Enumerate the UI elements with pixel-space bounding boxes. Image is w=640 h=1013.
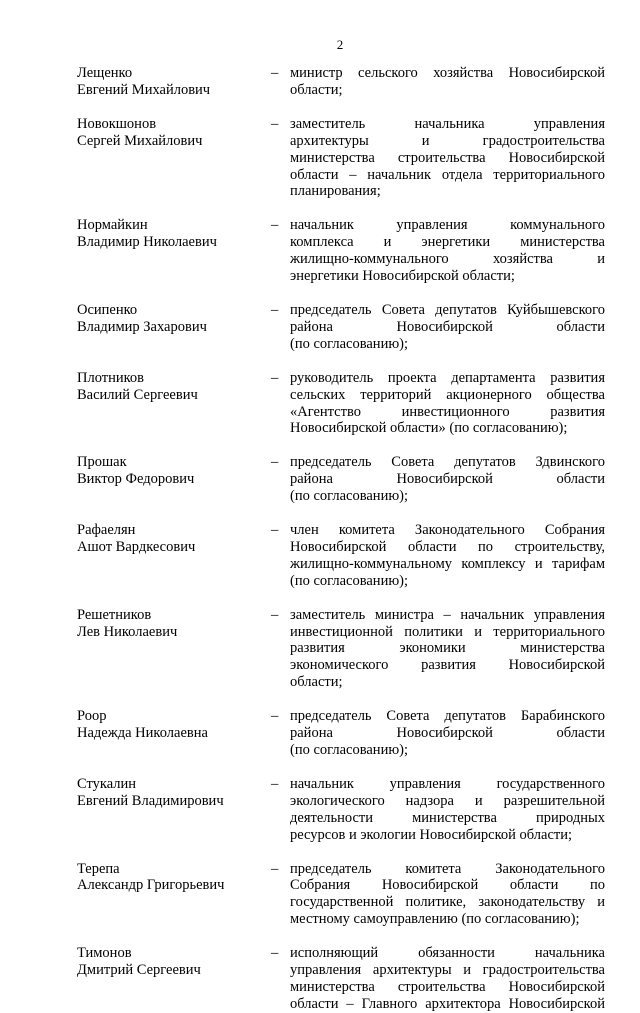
page-number: 2 [336,37,344,52]
member-name: Рафаелян Ашот Вардкесович [77,522,196,555]
position-line: области; [290,81,343,98]
position-line: заместитель начальника управления [290,115,605,132]
position-line: (по согласованию); [290,335,409,352]
position-line: архитектуры и градостроительства [290,132,605,149]
member-position [290,116,605,201]
member-name: Плотников Василий Сергеевич [77,369,198,403]
dash-separator: – [271,860,279,877]
position-line: председатель Совета депутатов Здвинского [290,454,605,471]
member-position [290,217,605,285]
position-line: Новосибирской области» (по согласованию); [290,420,568,437]
position-line: местному самоуправлению (по согласованию); [290,911,580,928]
list-item [77,116,605,201]
position-line: жилищно-коммунальному комплексу и тарифам [290,555,605,572]
position-line: министерства строительства Новосибирской [290,978,605,995]
dash-separator: – [271,301,279,318]
position-line: «Агентство инвестиционного развития [290,403,605,420]
position-line: начальник управления коммунального [290,217,605,234]
position-line: начальник управления государственного [290,775,605,792]
position-line: комплекса и энергетики министерства [290,234,605,251]
dash-separator: – [271,522,279,539]
member-position [290,776,605,844]
position-line: района Новосибирской области [290,725,605,742]
dash-separator: – [271,945,279,962]
dash-separator: – [271,454,279,471]
position-line: государственной политике, законодательству и [290,894,605,911]
position-line: области – начальник отдела территориального [290,166,605,183]
position-line: заместитель министра – начальник управления [290,606,605,623]
member-name: Стукалин Евгений Владимирович [77,775,224,809]
member-name: Роор Надежда Николаевна [77,708,208,742]
position-line: (по согласованию); [290,488,409,505]
position-line: планирования; [290,183,381,200]
member-list [77,65,605,1013]
position-line: деятельности министерства природных [290,809,605,826]
list-item [77,454,605,505]
member-position [290,522,605,590]
position-line: энергетики Новосибирской области; [290,268,515,285]
list-item [77,302,605,353]
member-name: Прошак Виктор Федорович [77,454,195,488]
member-name: Решетников Лев Николаевич [77,606,178,640]
position-line: (по согласованию); [290,572,409,589]
list-item [77,861,605,929]
position-line: исполняющий обязанности начальника [290,945,605,962]
position-line: член комитета Законодательного Собрания [290,522,605,539]
member-position [290,945,605,1013]
position-line: области – Главного архитектора Новосибирской [290,995,605,1012]
member-position [290,454,605,505]
position-line: председатель комитета Законодательного [290,860,605,877]
position-line: руководитель проекта департамента развития [290,369,605,386]
position-line: (по согласованию); [290,742,409,758]
position-line: инвестиционной политики и территориального [290,623,605,640]
member-position [290,302,605,353]
list-item [77,65,605,99]
position-line: председатель Совета депутатов Барабинского [290,708,605,725]
member-name: Нормайкин Владимир Николаевич [77,217,217,251]
member-position [290,65,605,99]
list-item [77,945,605,1013]
member-name: Новокшонов Сергей Михайлович [77,115,203,149]
member-position [290,370,605,438]
list-item [77,217,605,285]
member-name: Тимонов Дмитрий Сергеевич [77,945,201,979]
position-line: области; [290,674,343,691]
position-line: Собрания Новосибирской области по [290,877,605,894]
position-line: ресурсов и экологии Новосибирской области; [290,826,573,843]
dash-separator: – [271,369,279,386]
dash-separator: – [271,65,279,81]
list-item [77,522,605,590]
position-line: министр сельского хозяйства Новосибирской [290,65,605,81]
list-item [77,607,605,692]
position-line: района Новосибирской области [290,318,605,335]
position-line: управления архитектуры и градостроительства [290,962,605,979]
position-line: жилищно-коммунального хозяйства и [290,251,605,268]
position-line: Новосибирской области по строительству, [290,538,605,555]
list-item [77,708,605,759]
member-name: Лещенко Евгений Михайлович [77,65,211,98]
member-name: Осипенко Владимир Захарович [77,301,207,335]
dash-separator: – [271,775,279,792]
member-position [290,607,605,692]
list-item [77,776,605,844]
member-position [290,861,605,929]
position-line: министерства строительства Новосибирской [290,149,605,166]
dash-separator: – [271,606,279,623]
member-name: Терепа Александр Григорьевич [77,860,225,894]
list-item [77,370,605,438]
position-line: района Новосибирской области [290,471,605,488]
position-line: развития экономики министерства [290,640,605,657]
member-position [290,708,605,759]
dash-separator: – [271,115,279,132]
position-line: председатель Совета депутатов Куйбышевского [290,301,605,318]
position-line: экологического надзора и разрешительной [290,792,605,809]
position-line: сельских территорий акционерного общества [290,386,605,403]
position-line: экономического развития Новосибирской [290,657,605,674]
dash-separator: – [271,217,279,234]
dash-separator: – [271,708,279,725]
